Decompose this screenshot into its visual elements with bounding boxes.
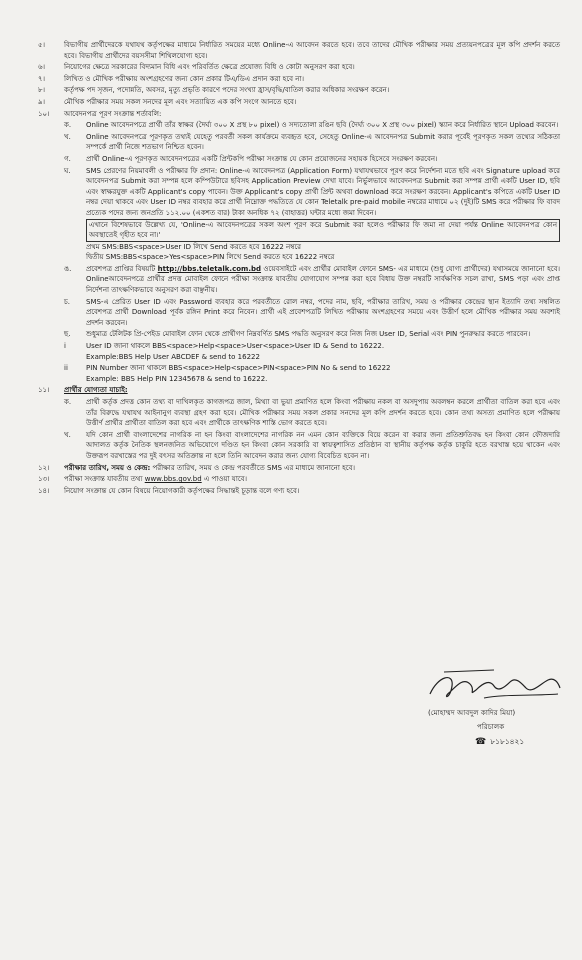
clause-7: ৭। লিখিত ও মৌখিক পরীক্ষায় অংশগ্রহণের জন্য কোন প্রকার টিএ/ডিএ প্রদান করা হবে না। xyxy=(38,74,304,83)
bbs-website-link[interactable]: www.bbs.gov.bd xyxy=(144,475,202,484)
clause-10-kha: খ. Online আবেদনপত্রে পূরণকৃত তথ্যই যেহেতু পরবর্তী সকল কার্যক্রমে ব্যবহৃত হবে, সেহেতু Online-এ আবেদনপত্র Submit করার পূর্বেই পূরণকৃত সকল তথ্যের সঠিকতা সম্পর্কে প্রার্থী নিজে শতভাগ নিশ্চিত হবেন। xyxy=(64,132,560,152)
notice-body xyxy=(38,40,560,496)
recovery-pin: ii PIN Number জানা থাকলে BBS<space>Help<space>PIN<space>PIN No & send to 16222 Example: BBS Help PIN 12345678 & send to 16222. xyxy=(64,364,391,383)
clause-10-cha: চ. SMS-এ প্রেরিত User ID এবং Password ব্যবহার করে পরবর্তীতে রোল নম্বর, পদের নাম, ছবি, পরীক্ষার তারিখ, সময় ও পরীক্ষার কেন্দ্রের স্থান ইত্যাদি তথ্য সম্বলিত প্রবেশপত্র প্রার্থী Download পূর্বক রঙ্গিন Print করে নিবেন। প্রার্থী এই প্রবেশপত্রটি লিখিত পরীক্ষায় অংশগ্রহণের সময়ে এবং উত্তীর্ণ হলে মৌখিক পরীক্ষার সময় অবশ্যই প্রদর্শন করবেন। xyxy=(64,297,560,327)
clause-11-ka: ক. প্রার্থী কর্তৃক প্রদত্ত কোন তথ্য বা দাখিলকৃত কাগজপত্র জাল, মিথ্যা বা ভুয়া প্রমাণিত হলে কিংবা পরীক্ষায় নকল বা অসদুপায় অবলম্বন করলে প্রার্থীতা বাতিল করা হবে এবং তাঁর বিরুদ্ধে যথাযথ আইনানুগ ব্যবস্থা গ্রহণ করা হবে। মৌখিক পরীক্ষার সময় সকল প্রকার সনদের মূল কপি প্রদর্শন করতে হবে। কোন তথ্য অসত্য প্রমাণিত হলে পরীক্ষায় উত্তীর্ণ প্রার্থীর প্রার্থীতা বাতিল করা হবে এবং প্রার্থীকে তাৎক্ষণিক শাস্তি ভোগ করতে হবে। xyxy=(64,398,560,428)
clause-10-ka: ক. Online আবেদনপত্রে প্রার্থী তাঁর স্বাক্ষর (দৈর্ঘ্য ৩০০ X প্রস্থ ৮০ pixel) ও সদ্যতোলা রঙিন ছবি (দৈর্ঘ্য ৩০০ X প্রস্থ ৩০০ pixel) স্ক্যান করে নির্ধারিত স্থানে Upload করবেন। xyxy=(64,121,559,130)
clause-11: ১১। প্রার্থীর যোগ্যতা যাচাই: xyxy=(38,385,560,396)
clause-10-ga: গ. প্রার্থী Online-এ পূরণকৃত আবেদনপত্রের একটি প্রিন্টকপি পরীক্ষা সংক্রান্ত যে কোন প্রয়োজনের সহায়ক হিসেবে সংরক্ষণ করবেন। xyxy=(64,154,438,163)
sms-instructions: SMS প্রেরণের নিয়মাবলী ও পরীক্ষার ফি প্রদান: Online-এ আবেদনপত্র (Application Form) যথাযথভাবে পূরণ করে নির্দেশনা মতে ছবি এবং Signature upload করে আবেদনপত্র Submit করা সম্পন্ন হলে কম্পিউটারে ছবিসহ Application Preview দেখা যাবে। নির্ভুলভাবে আবেদনপত্র Submit করা সম্পন্ন প্রার্থী একটি User ID, ছবি এবং স্বাক্ষরযুক্ত একটি Applicant's copy পাবেন। উক্ত Applicant's copy প্রার্থী প্রিন্ট অথবা download করে সংরক্ষণ করবেন। Applicant's কপিতে একটি User ID নম্বর দেয়া থাকবে এবং User ID নম্বর ব্যবহার করে প্রার্থী নিম্নোক্ত পদ্ধতিতে যে কোন Teletalk pre-paid mobile নম্বরের মাধ্যমে ০২ (দুই)টি SMS করে পরীক্ষার ফি বাবদ প্রত্যেক পদের জন্য জনপ্রতি ১১২.০০ (একশত বার) টাকা অনধিক ৭২ (বাহাত্তর) ঘন্টার মধ্যে জমা দিবেন। xyxy=(86,166,560,217)
clause-14: ১৪। নিয়োগ সংক্রান্ত যে কোন বিষয়ে নিয়োগকারী কর্তৃপক্ষের সিদ্ধান্তই চূড়ান্ত বলে গণ্য হবে। xyxy=(38,486,300,495)
clause-5: ৫। বিভাগীয় প্রার্থীদেরকে যথাযথ কর্তৃপক্ষের মাধ্যমে নির্ধারিত সময়ের মধ্যে Online-এ আবেদন করতে হবে। তবে তাদের মৌখিক পরীক্ষার সময় প্রত্যয়নপত্রের মূল কপি প্রদর্শন করতে হবে। বিভাগীয় প্রার্থীদের বয়সসীমা শিথিলযোগ্য হবে। xyxy=(38,41,560,60)
clause-12: ১২। পরীক্ষার তারিখ, সময় ও কেন্দ্র: পরীক্ষার তারিখ, সময় ও কেন্দ্র পরবর্তীতে SMS এর মাধ্যমে জানানো হবে। xyxy=(38,463,355,472)
teletalk-link[interactable]: http://bbs.teletalk.com.bd xyxy=(157,264,262,273)
clause-13: ১৩। পরীক্ষা সংক্রান্ত যাবতীয় তথ্য www.bbs.gov.bd এ পাওয়া যাবে। xyxy=(38,475,248,484)
fee-warning-box: এখানে বিশেষভাবে উল্লেখ্য যে, 'Online-এ আবেদনপত্রের সকল অংশ পূরণ করে Submit করা হলেও পরীক্ষার ফি জমা না দেয়া পর্যন্ত Online আবেদনপত্র কোন অবস্থাতেই গৃহীত হবে না।' xyxy=(86,219,560,242)
telephone-icon: ☎ xyxy=(475,737,487,747)
clause-10-chha: ছ. শুধুমাত্র টেলিটক প্রি-পেইড মোবাইল ফোন থেকে প্রার্থীগণ নিম্নবর্ণিত SMS পদ্ধতি অনুসরণ করে নিজ নিজ User ID, Serial এবং PIN পুনরুদ্ধার করতে পারবেন। xyxy=(64,330,531,339)
signatory-title: পরিচালক xyxy=(477,722,505,731)
first-sms-format: প্রথম SMS:BBS<space>User ID লিখে Send করতে হবে 16222 নম্বরে xyxy=(86,242,302,251)
clause-11-kha: খ. যদি কোন প্রার্থী বাংলাদেশের নাগরিক না হন কিংবা বাংলাদেশের নাগরিক নন এমন কোন ব্যক্তিকে বিয়ে করেন বা করার জন্য প্রতিশ্রুতিবদ্ধ হন কিংবা কোন ফৌজদারি আদালত কর্তৃক নৈতিক স্থলনজনিত অভিযোগে দণ্ডিত হন কিংবা কোন সরকারি বা স্বায়ত্বশাসিত প্রতিষ্ঠান বা স্থানীয় কর্তৃপক্ষ কর্তৃক চাকুরি হতে বরখাস্ত হয়ে থাকেন এবং উক্তরূপ বরখাস্তের পর দুই বৎসর অতিক্রান্ত না হলে তিনি আবেদন করার জন্য যোগ্য বিবেচিত হবেন না। xyxy=(64,430,560,460)
clause-9: ৯। মৌখিক পরীক্ষার সময় সকল সনদের মূল এবং সত্যায়িত এক কপি সংগে আনতে হবে। xyxy=(38,97,297,106)
signatory-name: (মোহাম্মদ আবদুল কাদির মিয়া) xyxy=(428,708,516,717)
signatory-phone: ☎ ৮১৮১৪২১ xyxy=(475,737,525,747)
clause-10: ১০। আবেদনপত্র পূরণ সংক্রান্ত শর্তাবলি: xyxy=(38,109,560,120)
signature-image xyxy=(424,664,564,704)
recovery-user-id: i User ID জানা থাকলে BBS<space>Help<space>User<space>User ID & Send to 16222. Example:BBS Help User ABCDEF & send to 16222 xyxy=(64,342,385,361)
clause-6: ৬। নিয়োগের ক্ষেত্রে সরকারের বিদ্যমান বিধি এবং পরিবর্তিত ক্ষেত্রে প্রযোজ্য বিধি ও কোটা অনুসরণ করা হবে। xyxy=(38,63,355,72)
clause-8: ৮। কর্তৃপক্ষ পদ সৃজন, পদোন্নতি, অবসর, মৃত্যু প্রভৃতি কারণে পদের সংখ্যা হ্রাস/বৃদ্ধি/বাতিল করার অধিকার সংরক্ষণ করেন। xyxy=(38,86,390,95)
clause-10-heading: আবেদনপত্র পূরণ সংক্রান্ত শর্তাবলি: xyxy=(64,109,162,118)
second-sms-format: দ্বিতীয় SMS:BBS<space>Yes<space>PIN লিখে Send করতে হবে 16222 নম্বরে xyxy=(86,253,335,262)
clause-10-gha: ঘ. SMS প্রেরণের নিয়মাবলী ও পরীক্ষার ফি প্রদান: Online-এ আবেদনপত্র (Application Form) যথাযথভাবে পূরণ করে নির্দেশনা মতে ছবি এবং Signature upload করে আবেদনপত্র Submit করা সম্পন্ন হলে কম্পিউটারে ছবিসহ Application Preview দেখা যাবে। নির্ভুলভাবে আবেদনপত্র Submit করা সম্পন্ন প্রার্থী একটি User ID, ছবি এবং স্বাক্ষরযুক্ত একটি Applicant's copy পাবেন। উক্ত Applicant's copy প্রার্থী প্রিন্ট অথবা download করে সংরক্ষণ করবেন। Applicant's কপিতে একটি User ID নম্বর দেয়া থাকবে এবং User ID নম্বর ব্যবহার করে প্রার্থী নিম্নোক্ত পদ্ধতিতে যে কোন Teletalk pre-paid mobile নম্বরের মাধ্যমে ০২ (দুই)টি SMS করে পরীক্ষার ফি বাবদ প্রত্যেক পদের জন্য জনপ্রতি ১১২.০০ (একশত বার) টাকা অনধিক ৭২ (বাহাত্তর) ঘন্টার মধ্যে জমা দিবেন। এখানে বিশেষভাবে উল্লেখ্য যে, 'Online-এ আবেদনপত্রের সকল অংশ পূরণ করে Submit করা হলেও পরীক্ষার ফি জমা না দেয়া পর্যন্ত Online আবেদনপত্র কোন অবস্থাতেই গৃহীত হবে না।' প্রথম SMS:BBS<space>User ID লিখে Send করতে হবে 16222 নম্বরে দ্বিতীয় SMS:BBS<space>Yes<space>PIN লিখে Send করতে হবে 16222 নম্বরে xyxy=(64,166,560,262)
clause-10-uma: ঙ. প্রবেশপত্র প্রাপ্তির বিষয়টি http://bbs.teletalk.com.bd ওয়েবসাইটে এবং প্রার্থীর মোবাইল ফোনে SMS- এর মাধ্যমে (শুধু যোগ্য প্রার্থীদের) যথাসময়ে জানানো হবে। Onlineআবেদনপত্রে প্রার্থীর প্রদত্ত মোবাইল ফোনে পরীক্ষা সংক্রান্ত যাবতীয় যোগাযোগ সম্পন্ন করা হবে বিধায় উক্ত নম্বরটি সার্বক্ষণিক সচল রাখা, SMS পড়া এবং প্রাপ্ত নির্দেশনা তাৎক্ষণিকভাবে অনুসরণ করা বাঞ্ছনীয়। xyxy=(64,264,560,295)
clause-11-heading: প্রার্থীর যোগ্যতা যাচাই: xyxy=(64,386,128,395)
